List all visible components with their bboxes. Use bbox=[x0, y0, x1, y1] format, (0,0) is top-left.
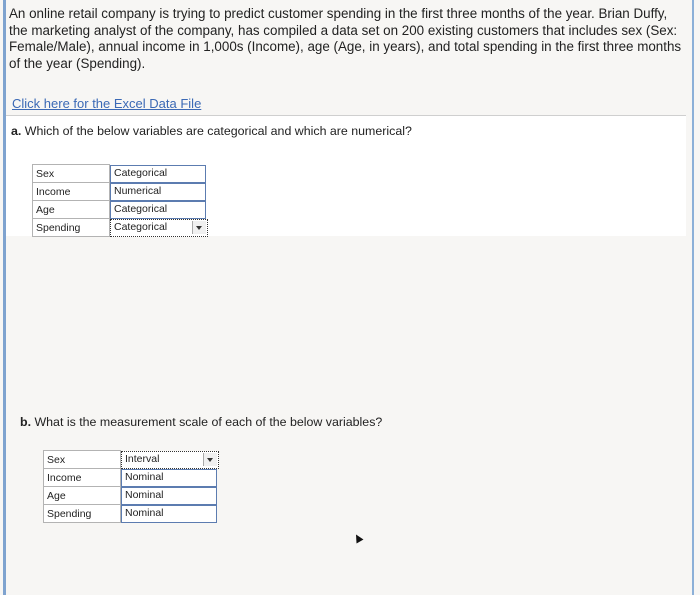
table-row bbox=[44, 487, 220, 505]
dropdown-value: Numerical bbox=[114, 184, 162, 197]
part-a-question bbox=[11, 124, 412, 138]
part-b-answer-table bbox=[43, 450, 220, 523]
chevron-down-icon[interactable] bbox=[203, 453, 217, 466]
chevron-down-icon[interactable] bbox=[192, 221, 206, 234]
table-row bbox=[44, 505, 220, 523]
part-b-question bbox=[20, 415, 382, 429]
dropdown-value: Categorical bbox=[114, 166, 168, 179]
dropdown-value: Nominal bbox=[125, 506, 164, 519]
variable-name: Age bbox=[33, 201, 110, 219]
excel-data-file-link[interactable]: Click here for the Excel Data File bbox=[12, 96, 202, 111]
dropdown-value: Nominal bbox=[125, 470, 164, 483]
table-row bbox=[33, 165, 209, 183]
dropdown-value: Interval bbox=[125, 452, 160, 465]
answer-dropdown-age[interactable] bbox=[110, 201, 206, 219]
table-row bbox=[33, 219, 209, 237]
part-b-letter: b. bbox=[20, 415, 32, 429]
part-b-question-text: What is the measurement scale of each of the below variables? bbox=[34, 415, 383, 429]
scale-dropdown-income[interactable] bbox=[121, 469, 217, 487]
variable-name: Sex bbox=[33, 165, 110, 183]
answer-dropdown-income[interactable] bbox=[110, 183, 206, 201]
scale-dropdown-age[interactable] bbox=[121, 487, 217, 505]
variable-name: Spending bbox=[44, 505, 121, 523]
scale-dropdown-spending[interactable] bbox=[121, 505, 217, 523]
variable-name: Spending bbox=[33, 219, 110, 237]
variable-name: Sex bbox=[44, 451, 121, 469]
dropdown-value: Categorical bbox=[114, 202, 168, 215]
part-a-answer-table bbox=[32, 164, 209, 237]
dropdown-value: Nominal bbox=[125, 488, 164, 501]
variable-name: Income bbox=[33, 183, 110, 201]
table-row bbox=[33, 201, 209, 219]
answer-dropdown-spending[interactable] bbox=[110, 219, 208, 237]
variable-name: Income bbox=[44, 469, 121, 487]
table-row bbox=[33, 183, 209, 201]
part-a-question-text: Which of the below variables are categorical and which are numerical? bbox=[24, 124, 412, 138]
table-row bbox=[44, 469, 220, 487]
part-a-letter: a. bbox=[11, 124, 22, 138]
problem-intro-text: An online retail company is trying to predict customer spending in the first three months of the year. Brian Duffy, the marketing analyst of the company, has compiled a data set on 200 existing customers that includes sex (Sex: Female/Male), annual income in 1,000s (Income), age (Age, in years), and total spending in the first three months of the year (Spending). bbox=[9, 6, 682, 71]
scale-dropdown-sex[interactable] bbox=[121, 451, 219, 469]
left-frame-border bbox=[3, 0, 6, 595]
dropdown-value: Categorical bbox=[114, 220, 168, 233]
right-frame-border bbox=[692, 0, 694, 595]
answer-dropdown-sex[interactable] bbox=[110, 165, 206, 183]
variable-name: Age bbox=[44, 487, 121, 505]
table-row bbox=[44, 451, 220, 469]
